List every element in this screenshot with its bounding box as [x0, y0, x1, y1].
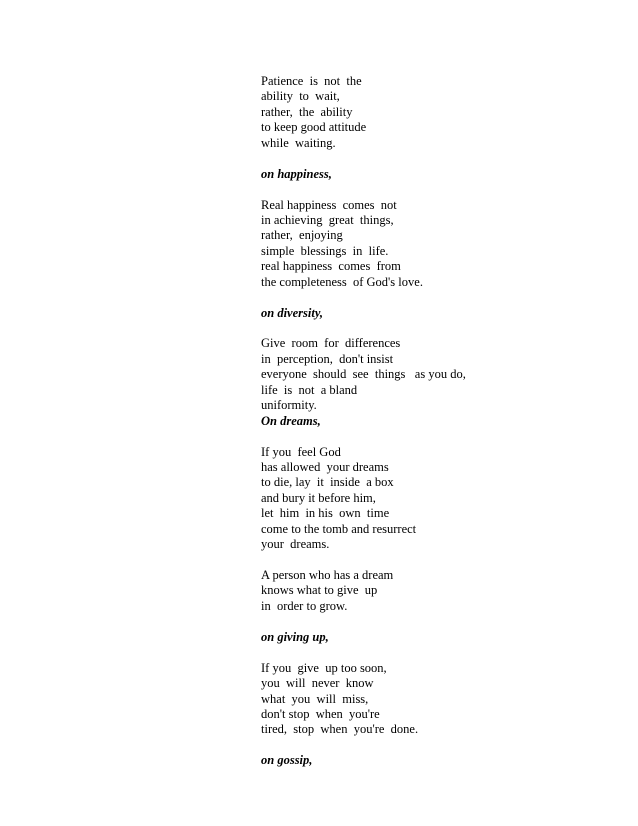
text-line: Real happiness comes not [261, 197, 397, 212]
happiness-section [261, 167, 621, 291]
giving-up-section [261, 630, 621, 738]
text-line: rather, enjoying [261, 228, 343, 243]
section-heading-dreams: On dreams, [261, 413, 321, 428]
blank-line [261, 614, 621, 629]
text-line: uniformity. [261, 398, 317, 413]
dreams-section [261, 414, 621, 615]
blank-line [261, 645, 621, 660]
section-heading-giving-up: on giving up, [261, 629, 329, 644]
text-line: simple blessings in life. [261, 243, 389, 258]
patience-passage [261, 74, 621, 151]
blank-line [261, 182, 621, 197]
text-line: If you give up too soon, [261, 660, 387, 675]
text-line: A person who has a dream [261, 568, 394, 582]
text-line: your dreams. [261, 537, 330, 552]
text-line: life is not a bland [261, 382, 358, 397]
text-line: If you feel God [261, 444, 341, 459]
text-line: to die, lay it inside a box [261, 475, 394, 490]
text-line: come to the tomb and resurrect [261, 521, 417, 536]
text-line: let him in his own time [261, 506, 390, 521]
text-line: knows what to give up [261, 583, 378, 598]
document-page [261, 74, 621, 769]
text-line: Patience is not the [261, 74, 362, 88]
section-heading-gossip: on gossip, [261, 753, 313, 768]
text-line: don't stop when you're [261, 706, 380, 721]
blank-line [261, 321, 621, 336]
text-line: you will never know [261, 676, 374, 691]
gossip-section [261, 753, 621, 768]
text-line: ability to wait, [261, 89, 340, 104]
blank-line [261, 738, 621, 753]
section-heading-diversity: on diversity, [261, 305, 324, 320]
blank-line [261, 429, 621, 444]
text-line: while waiting. [261, 135, 336, 150]
text-line: in achieving great things, [261, 212, 394, 227]
text-line: the completeness of God's love. [261, 274, 423, 289]
text-line: to keep good attitude [261, 120, 367, 135]
text-line: in order to grow. [261, 598, 348, 613]
text-line: tired, stop when you're done. [261, 722, 419, 737]
blank-line [261, 151, 621, 166]
text-line: Give room for differences [261, 336, 401, 351]
text-line: real happiness comes from [261, 259, 401, 274]
blank-line [261, 553, 621, 568]
text-line: rather, the ability [261, 104, 353, 119]
text-line: and bury it before him, [261, 490, 376, 505]
text-line: in perception, don't insist [261, 351, 394, 366]
text-line: everyone should see things as you do, [261, 367, 466, 382]
diversity-section [261, 306, 621, 414]
text-line: what you will miss, [261, 691, 369, 706]
text-line: has allowed your dreams [261, 459, 389, 474]
blank-line [261, 290, 621, 305]
section-heading-happiness: on happiness, [261, 166, 332, 181]
